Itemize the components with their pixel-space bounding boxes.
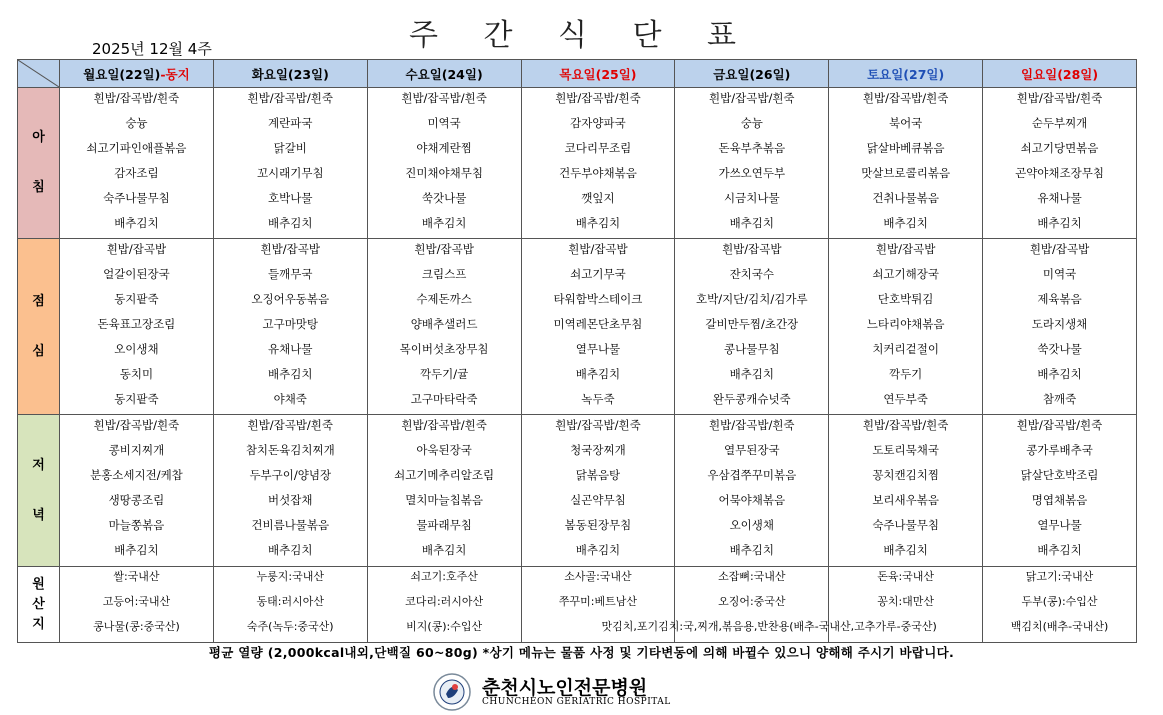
menu-item: 감자양파국 [570,116,626,130]
menu-cell [213,415,367,567]
menu-item: 미역국 [1042,267,1077,281]
menu-item: 도토리묵채국 [872,443,939,457]
menu-item: 숭늉 [740,116,763,130]
menu-item: 배추김치 [883,216,928,230]
menu-item: 감자조림 [114,166,159,180]
day-header-2 [367,60,521,88]
menu-item: 배추김치 [1037,367,1082,381]
menu-item: 배추김치 [114,543,159,557]
menu-item: 호박나물 [268,191,313,205]
menu-cell [675,415,829,567]
meal-label [18,239,60,415]
menu-item: 콩비지찌개 [108,443,165,457]
menu-cell [829,239,983,415]
day-header-3 [521,60,675,88]
menu-item: 닭갈비 [273,141,307,155]
menu-item: 잔치국수 [729,267,775,281]
day-label: 금요일(26일) [713,66,791,82]
menu-item: 흰밥/잡곡밥/흰죽 [1016,91,1103,105]
menu-item: 들깨무국 [268,267,313,281]
menu-item: 흰밥/잡곡밥 [1029,242,1090,256]
menu-item: 배추김치 [268,543,313,557]
day-header-5 [829,60,983,88]
menu-item: 깻잎지 [581,191,615,205]
menu-item: 봄동된장무침 [564,518,632,532]
origin-item: 비지(콩):수입산 [406,620,483,633]
menu-item: 녹두죽 [581,392,615,406]
origin-item: 소잡뼈:국내산 [718,570,786,583]
page-title: 주 간 식 단 표 [408,18,755,53]
menu-item: 콩나물무침 [724,342,780,356]
menu-item: 가쓰오연두부 [718,166,786,180]
menu-item: 순두부찌개 [1031,116,1088,130]
menu-item: 어묵야채볶음 [718,493,786,507]
day-label: 목요일(25일) [559,66,637,82]
origin-item: 숙주(녹두:중국산) [246,620,334,633]
menu-item: 갈비만두찜/초간장 [705,317,799,331]
meal-label-char: 점 [32,293,45,309]
menu-cell [60,415,214,567]
origin-item: 백김치(배추-국내산) [1010,620,1109,633]
origin-item: 쌀:국내산 [113,570,160,583]
menu-item: 아욱된장국 [416,443,472,457]
menu-item: 오징어우동볶음 [251,292,330,306]
menu-item: 닭살바베큐볶음 [866,141,945,155]
menu-item: 흰밥/잡곡밥 [875,242,936,256]
menu-item: 유채나물 [268,342,313,356]
origin-item: 맛김치,포기김치:국,찌개,볶음용,반찬용(배추-국내산,고추가루-중국산) [601,620,937,633]
origin-item: 코다리:러시아산 [405,595,484,608]
menu-item: 야채죽 [273,392,307,406]
origin-label-char: 지 [32,616,45,632]
corner-cell [18,60,60,88]
menu-item: 쇠고기무국 [570,267,626,281]
menu-item: 진미채야채무침 [405,166,483,180]
menu-item: 고구마타락죽 [410,392,478,406]
menu-item: 오이생채 [729,518,775,532]
menu-item: 닭볶음탕 [575,468,621,482]
menu-item: 도라지생채 [1031,317,1088,331]
meal-label-char: 심 [32,343,45,359]
menu-item: 흰밥/잡곡밥/흰죽 [247,91,334,105]
menu-item: 참치돈육김치찌개 [245,443,335,457]
menu-item: 청국장찌개 [570,443,626,457]
origin-item: 소사골:국내산 [564,570,632,583]
menu-item: 배추김치 [575,367,621,381]
origin-item: 돈육:국내산 [877,570,935,583]
menu-item: 꼬시래기무침 [256,166,324,180]
day-header-6 [983,60,1137,88]
menu-item: 호박/지단/김치/김가루 [695,292,808,306]
menu-item: 실곤약무침 [570,493,626,507]
menu-cell [367,415,521,567]
menu-cell [829,88,983,239]
menu-item: 우삼겹쭈꾸미볶음 [707,468,797,482]
menu-item: 배추김치 [1037,543,1082,557]
menu-cell [213,239,367,415]
menu-cell [367,239,521,415]
meal-label-char: 녁 [32,507,45,523]
menu-cell [983,415,1137,567]
menu-item: 쇠고기파인애플볶음 [86,141,187,155]
meal-row-2 [18,415,1137,567]
day-label: 월요일(22일) [83,66,161,82]
meal-row-0 [18,88,1137,239]
menu-item: 북어국 [888,116,923,130]
menu-item: 멸치마늘칩볶음 [405,493,483,507]
menu-item: 흰밥/잡곡밥/흰죽 [401,91,487,105]
menu-item: 흰밥/잡곡밥/흰죽 [93,91,180,105]
menu-item: 배추김치 [575,216,621,230]
menu-item: 쇠고기해장국 [872,267,939,281]
day-header-row [18,60,1137,88]
origin-item: 누룽지:국내산 [256,570,324,583]
menu-item: 목이버섯초장무침 [399,342,489,356]
meal-label-char: 침 [32,180,45,195]
menu-item: 숙주나물무침 [103,191,170,205]
menu-item: 흰밥/잡곡밥/흰죽 [709,418,795,432]
origin-cell [213,567,367,643]
menu-item: 배추김치 [268,216,313,230]
menu-item: 배추김치 [729,216,775,230]
menu-cell [60,239,214,415]
menu-item: 미역레몬단초무침 [553,317,643,331]
hospital-name-en: CHUNCHEON GERIATRIC HOSPITAL [482,697,671,707]
menu-cell [367,88,521,239]
menu-cell [675,239,829,415]
origin-item: 고등어:국내산 [102,595,171,608]
menu-item: 배추김치 [421,216,467,230]
meal-row-1 [18,239,1137,415]
origin-item: 오징어:중국산 [718,595,786,608]
origin-item: 동태:러시아산 [256,595,324,608]
menu-item: 배추김치 [883,543,928,557]
menu-item: 버섯잡채 [268,493,313,507]
menu-item: 흰밥/잡곡밥/흰죽 [862,418,949,432]
menu-item: 돈육부추볶음 [718,141,786,155]
menu-item: 치커리겉절이 [872,342,939,356]
menu-item: 곤약야채조장무침 [1015,166,1104,180]
menu-item: 단호박튀김 [877,292,934,306]
meal-label [18,88,60,239]
day-label: 화요일(23일) [251,66,329,82]
menu-cell [60,88,214,239]
menu-item: 맛살브로콜리볶음 [861,166,951,180]
day-label: 수요일(24일) [405,66,483,82]
menu-cell [521,239,675,415]
menu-item: 크림스프 [421,267,467,281]
menu-item: 깍두기 [888,367,923,381]
menu-item: 배추김치 [729,543,775,557]
menu-cell [983,239,1137,415]
menu-item: 꽁치캔김치찜 [872,468,939,482]
menu-item: 쇠고기메추리알조림 [394,468,495,482]
menu-cell [675,88,829,239]
origin-item: 닭고기:국내산 [1025,570,1094,583]
menu-item: 흰밥/잡곡밥/흰죽 [862,91,949,105]
menu-item: 물파래무침 [416,518,472,532]
menu-item: 흰밥/잡곡밥 [568,242,628,256]
menu-item: 코다리무조림 [564,141,632,155]
menu-item: 완두콩캐슈넛죽 [712,392,791,406]
menu-item: 동지팥죽 [114,292,159,306]
menu-item: 참깨죽 [1042,392,1077,406]
menu-cell [213,88,367,239]
menu-item: 배추김치 [114,216,159,230]
menu-item: 건두부야채볶음 [559,166,637,180]
diagonal-line-icon [18,60,59,87]
day-label: 일요일(28일) [1020,66,1099,82]
origin-cell [983,567,1137,643]
menu-item: 흰밥/잡곡밥/흰죽 [709,91,795,105]
menu-item: 타워함박스테이크 [553,292,643,306]
origin-cell [60,567,214,643]
menu-item: 고구마맛탕 [262,317,319,331]
menu-item: 동치미 [119,367,154,381]
menu-item: 미역국 [427,116,461,130]
menu-cell [829,415,983,567]
menu-item: 배추김치 [575,543,621,557]
menu-item: 유채나물 [1037,191,1082,205]
menu-item: 숭늉 [125,116,148,130]
menu-item: 오이생채 [114,342,159,356]
menu-item: 흰밥/잡곡밥/흰죽 [555,91,641,105]
menu-item: 흰밥/잡곡밥 [106,242,167,256]
menu-item: 숙주나물무침 [872,518,939,532]
menu-item: 흰밥/잡곡밥 [414,242,474,256]
menu-item: 흰밥/잡곡밥 [722,242,782,256]
menu-item: 명엽채볶음 [1031,493,1088,507]
menu-item: 닭살단호박조림 [1020,468,1099,482]
menu-item: 분홍소세지전/케찹 [90,468,183,482]
menu-item: 마늘쫑볶음 [108,518,165,532]
weekly-menu-table [17,59,1137,643]
menu-item: 제육볶음 [1037,292,1082,306]
menu-item: 돈육표고장조림 [97,317,176,331]
menu-item: 흰밥/잡곡밥/흰죽 [93,418,180,432]
origin-item: 쇠고기:호주산 [410,570,478,583]
day-header-0 [60,60,214,88]
origin-item: 쭈꾸미:베트남산 [558,595,637,608]
menu-item: 두부구이/양념장 [249,468,332,482]
origin-row [18,567,1137,643]
menu-item: 배추김치 [1037,216,1082,230]
menu-item: 시금치나물 [724,191,780,205]
menu-cell [521,415,675,567]
menu-item: 흰밥/잡곡밥/흰죽 [555,418,641,432]
origin-item: 두부(콩):수입산 [1021,595,1098,608]
day-header-4 [675,60,829,88]
menu-cell [521,88,675,239]
menu-item: 배추김치 [729,367,775,381]
menu-item: 흰밥/잡곡밥/흰죽 [1016,418,1103,432]
menu-item: 열무나물 [575,342,621,356]
footer-note: 평균 열량 (2,000kcal내외,단백질 60~80g) *상기 메뉴는 물품 사정 및 기타변동에 의해 바뀔수 있으니 양해해 주시기 바랍니다. [208,645,955,660]
menu-item: 열무된장국 [724,443,780,457]
menu-item: 쇠고기당면볶음 [1020,141,1099,155]
menu-item: 생땅콩조림 [108,493,165,507]
menu-item: 배추김치 [421,543,467,557]
menu-item: 야채계란찜 [416,141,472,155]
menu-item: 쑥갓나물 [421,191,467,205]
day-note: -동지 [160,66,190,82]
menu-item: 동지팥죽 [114,392,159,406]
origin-label-char: 원 [32,576,45,592]
menu-item: 느타리야채볶음 [866,317,945,331]
menu-item: 건비름나물볶음 [251,518,330,532]
menu-item: 깍두기/귤 [419,367,469,381]
menu-item: 계란파국 [268,116,313,130]
day-label: 토요일(27일) [867,66,945,82]
menu-item: 흰밥/잡곡밥 [260,242,320,256]
menu-item: 연두부죽 [883,392,928,406]
meal-label [18,415,60,567]
menu-item: 콩가루배추국 [1026,443,1093,457]
menu-item: 보리새우볶음 [872,493,939,507]
meal-label-char: 아 [32,130,45,145]
menu-item: 흰밥/잡곡밥/흰죽 [247,418,334,432]
meal-label-char: 저 [32,457,45,473]
menu-item: 쑥갓나물 [1037,342,1082,356]
origin-item: 콩나물(콩:중국산) [93,620,180,633]
menu-item: 양배추샐러드 [410,317,478,331]
origin-item: 꽁치:대만산 [877,595,935,608]
menu-item: 흰밥/잡곡밥/흰죽 [401,418,487,432]
menu-cell [983,88,1137,239]
hospital-logo-icon [432,672,472,712]
day-header-1 [213,60,367,88]
week-label: 2025년 12월 4주 [92,40,212,58]
menu-item: 열무나물 [1037,518,1082,532]
menu-item: 건취나물볶음 [872,191,939,205]
origin-label [18,567,60,643]
origin-label-char: 산 [32,596,45,612]
origin-cell [367,567,521,643]
menu-item: 배추김치 [268,367,313,381]
menu-item: 얼갈이된장국 [103,267,170,281]
menu-item: 수제돈까스 [416,292,472,306]
hospital-name-ko: 춘천시노인전문병원 [482,677,648,699]
